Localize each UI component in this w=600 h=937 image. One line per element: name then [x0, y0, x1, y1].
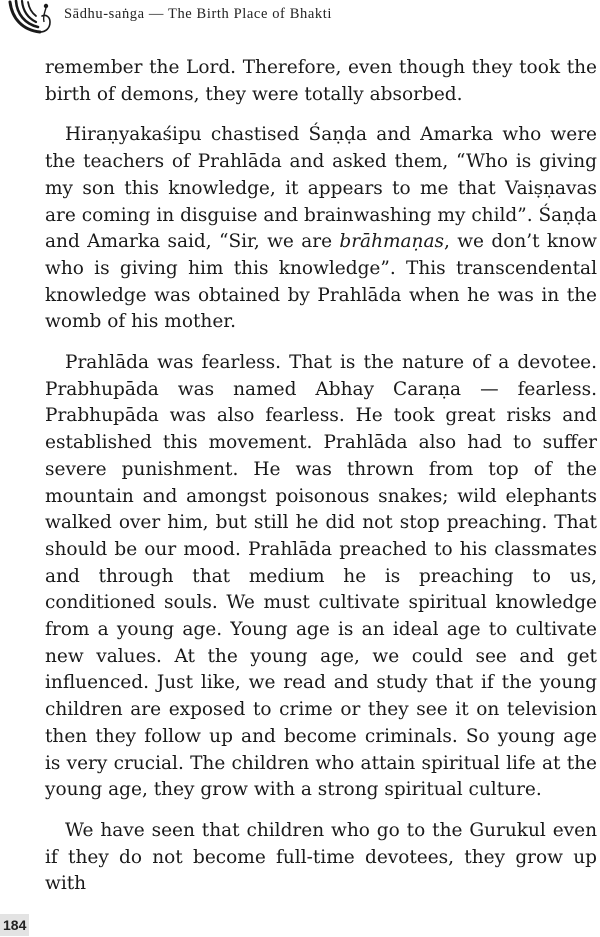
paragraph-3: Prahlāda was fearless. That is the nature of a devotee. Prabhupāda was named Abhay Caraṇa — fearless. Prabhupāda was also fearless. He took great risks and established this movement. Prahlāda also had to suffer severe punishment. He was thrown from top of the mountain and amongst poisonous snakes; wild elephants walked over him, but still he did not stop preaching. That should be our mood. Prahlāda preached to his classmates and through that medium he is preaching to us, conditioned souls. We must cultivate spiritual knowledge from a young age. Young age is an ideal age to cultivate new values. At the young age, we could see and get influenced. Just like, we read and study that if the young children are exposed to crime or they see it on television then they follow up and become criminals. So young age is very crucial. The children who attain spiritual life at the young age, they grow with a strong spiritual culture. [45, 352, 597, 801]
paragraph-2 [45, 122, 597, 336]
italic-term-brahmanas: brāhmaṇas [339, 231, 444, 253]
paragraph-4: We have seen that children who go to the Gurukul even if they do not become full-time devotees, they grow up with [45, 819, 597, 895]
page-body [45, 55, 597, 898]
paragraph-2-text-b: , we don’t know who is giving him this knowledge”. This transcendental knowledge was obtained by Prahlāda when he was in the womb of his mother. [45, 231, 597, 333]
page-number: 184 [0, 914, 29, 936]
paragraph-2-text-a: Hiraṇyakaśipu chastised Śaṇḍa and Amarka who were the teachers of Prahlāda and asked them, “Who is giving my son this knowledge, it appears to me that Vaiṣṇavas are coming in disguise and brainwashing my child”. Śaṇḍa and Amarka said, “Sir, we are [45, 124, 597, 253]
paragraph-1: remember the Lord. Therefore, even though they took the birth of demons, they were totally absorbed. [45, 57, 597, 105]
peacock-feather-logo-icon [6, 0, 56, 38]
page-header [0, 0, 600, 38]
running-head: Sādhu-saṅga — The Birth Place of Bhakti [64, 6, 332, 22]
